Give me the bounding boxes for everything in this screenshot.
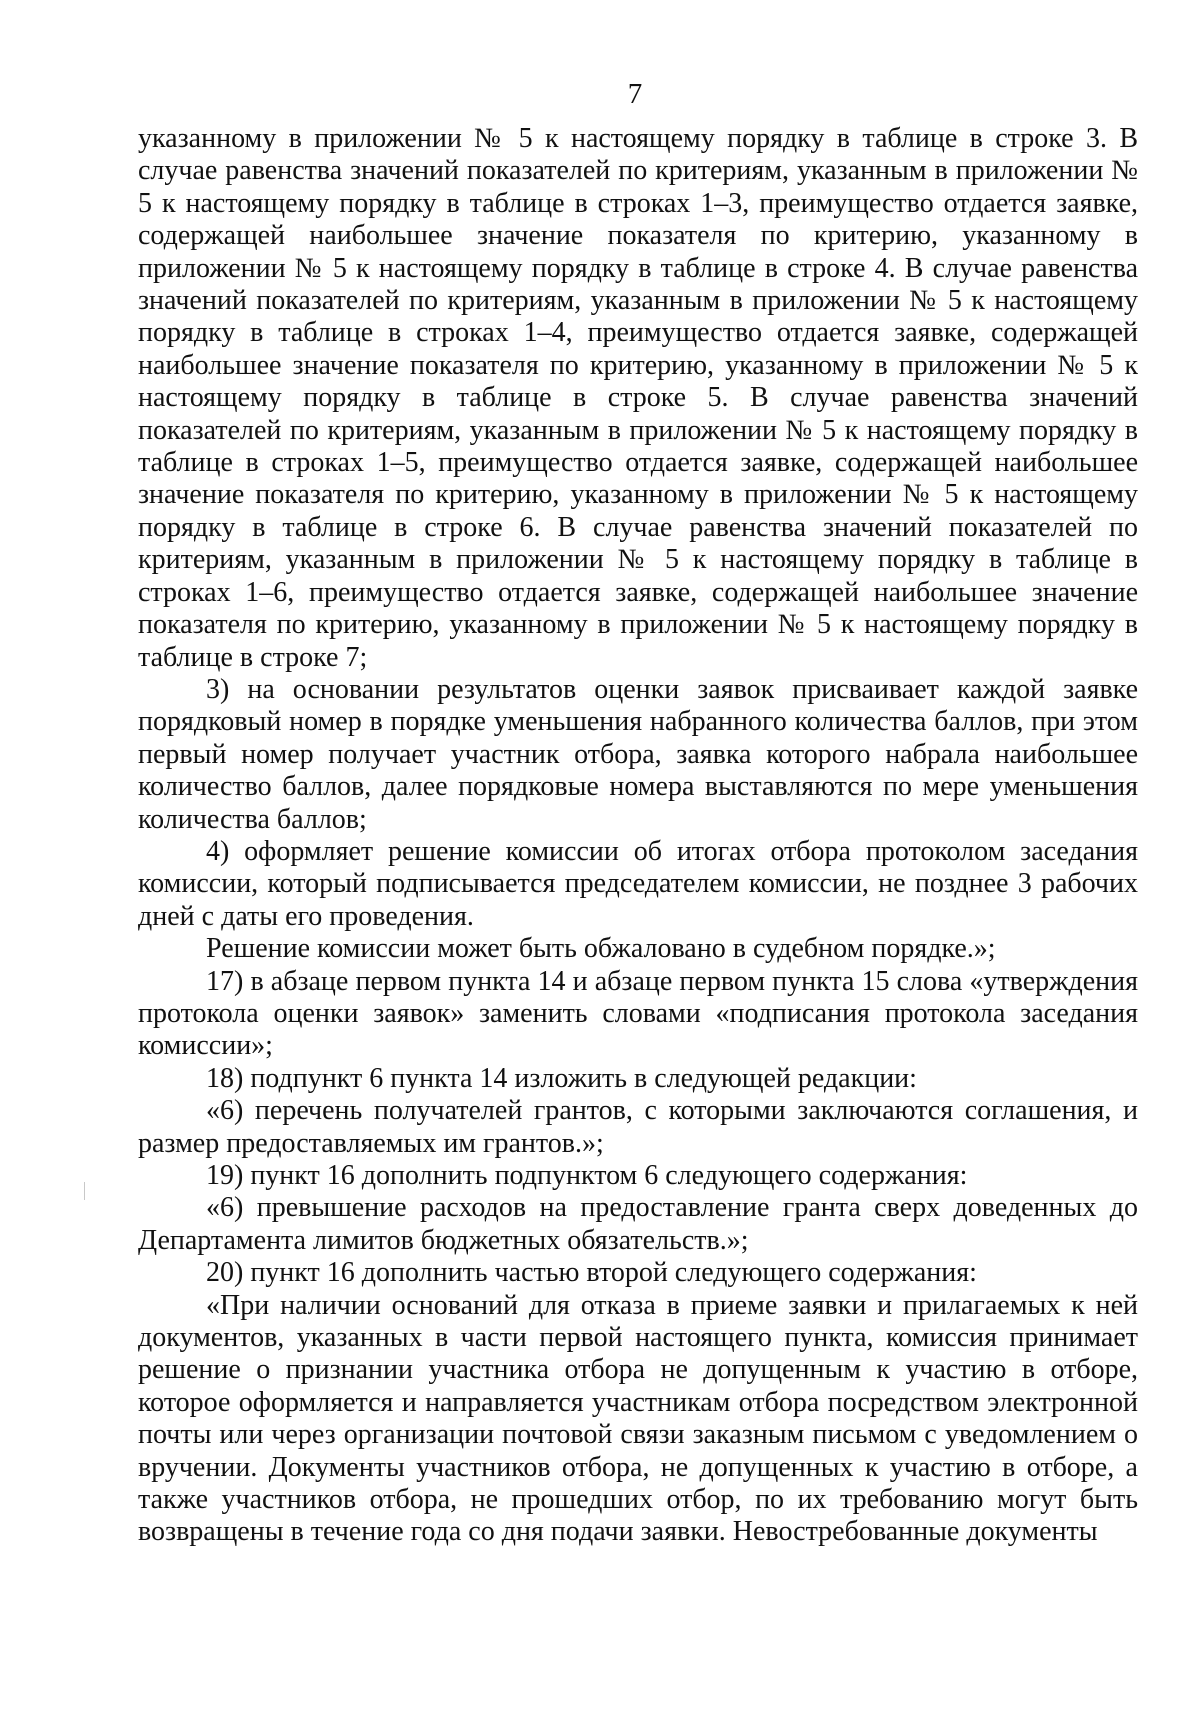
page-number: 7 — [627, 78, 643, 110]
paragraph-appeal: Решение комиссии может быть обжаловано в судебном порядке.»; — [206, 933, 996, 965]
paragraph-item-4: 4) оформляет решение комиссии об итогах отбора протоколом заседания комиссии, который подписывается председателем комиссии, не позднее 3 рабочих дней с даты его проведения. — [138, 835, 1138, 932]
paragraph-item-20: 20) пункт 16 дополнить частью второй следующего содержания: — [206, 1257, 977, 1289]
paragraph-quote-6-recipients: «6) перечень получателей грантов, с которыми заключаются соглашения, и размер предоставляемых им грантов.»; — [138, 1095, 1138, 1159]
paragraph-continuation: указанному в приложении № 5 к настоящему порядку в таблице в строке 3. В случае равенства значений показателей по критериям, указанным в приложении № 5 к настоящему порядку в таблице в строках 1–3, преимущество отдается заявке, содержащей наибольшее значение показателя по критерию, указанному в приложении № 5 к настоящему порядку в таблице в строке 4. В случае равенства значений показателей по критериям, указанным в приложении № 5 к настоящему порядку в таблице в строках 1–4, преимущество отдается заявке, содержащей наибольшее значение показателя по критерию, указанному в приложении № 5 к настоящему порядку в таблице в строке 5. В случае равенства значений показателей по критериям, указанным в приложении № 5 к настоящему порядку в таблице в строках 1–5, преимущество отдается заявке, содержащей наибольшее значение показателя по критерию, указанному в приложении № 5 к настоящему порядку в таблице в строке 6. В случае равенства значений показателей по критериям, указанным в приложении № 5 к настоящему порядку в таблице в строках 1–6, преимущество отдается заявке, содержащей наибольшее значение показателя по критерию, указанному в приложении № 5 к настоящему порядку в таблице в строке 7; — [138, 123, 1138, 673]
paragraph-quote-6-excess: «6) превышение расходов на предоставление гранта сверх доведенных до Департамента лимитов бюджетных обязательств.»; — [138, 1192, 1138, 1256]
paragraph-item-18: 18) подпункт 6 пункта 14 изложить в следующей редакции: — [206, 1062, 917, 1094]
paragraph-item-3: 3) на основании результатов оценки заявок присваивает каждой заявке порядковый номер в порядке уменьшения набранного количества баллов, при этом первый номер получает участник отбора, заявка которого набрала наибольшее количество баллов, далее порядковые номера выставляются по мере уменьшения количества баллов; — [138, 673, 1138, 835]
body-text — [138, 123, 1138, 1549]
scan-artifact-mark — [84, 1182, 85, 1200]
paragraph-item-19: 19) пункт 16 дополнить подпунктом 6 следующего содержания: — [206, 1160, 968, 1191]
paragraph-item-17: 17) в абзаце первом пункта 14 и абзаце первом пункта 15 слова «утверждения протокола оценки заявок» заменить словами «подписания протокола заседания комиссии»; — [138, 965, 1138, 1062]
paragraph-quote-rejection: «При наличии оснований для отказа в приеме заявки и прилагаемых к ней документов, указанных в части первой настоящего пункта, комиссия принимает решение о признании участника отбора не допущенным к участию в отборе, которое оформляется и направляется участникам отбора посредством электронной почты или через организации почтовой связи заказным письмом с уведомлением о вручении. Документы участников отбора, не допущенных к участию в отборе, а также участников отбора, не прошедших отбор, по их требованию могут быть возвращены в течение года со дня подачи заявки. Невостребованные документы — [138, 1289, 1138, 1548]
